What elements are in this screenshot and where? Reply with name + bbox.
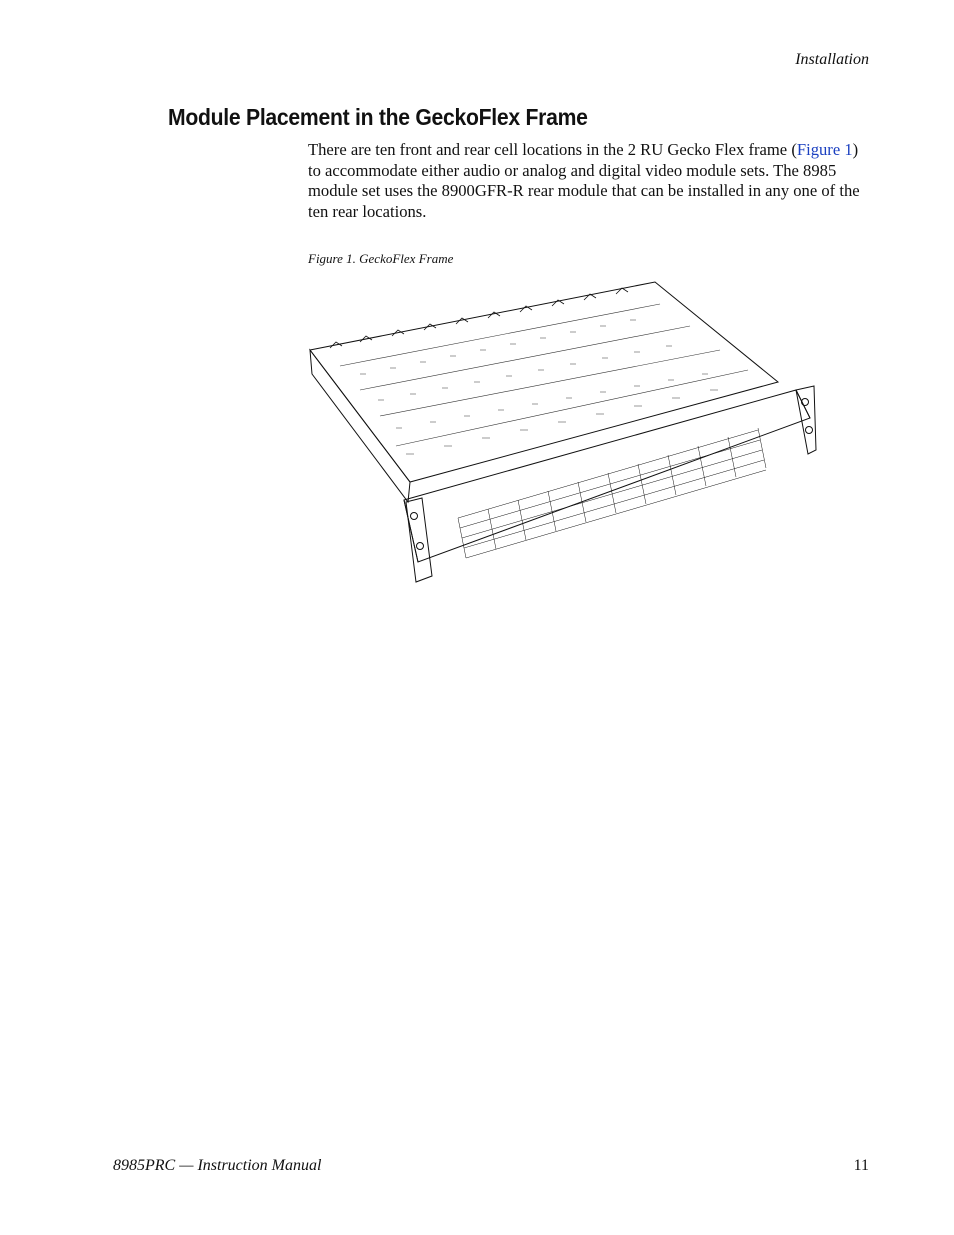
- ear-screw-2: [417, 543, 424, 550]
- page-header-section: Installation: [795, 51, 869, 68]
- footer-page-number: 11: [853, 1157, 869, 1174]
- figure-caption: Figure 1. GeckoFlex Frame: [308, 251, 454, 266]
- body-paragraph: [308, 140, 873, 222]
- module-slot-guides: [340, 304, 748, 454]
- paragraph-text-2: ) to accommodate either audio or analog and digital video module sets. The 8985 module set uses the 8900GFR-R rear module that can be installed in any one of the ten rear locations.: [308, 140, 860, 221]
- frame-left-side: [310, 350, 410, 502]
- figure-1-link[interactable]: Figure 1: [796, 140, 853, 159]
- left-mounting-ear: [406, 498, 432, 582]
- paragraph-text-1: There are ten front and rear cell locations in the 2 RU Gecko Flex frame (: [308, 140, 797, 159]
- bezel-vent-grid: [458, 428, 766, 558]
- section-title: Module Placement in the GeckoFlex Frame: [168, 104, 588, 130]
- geckoflex-frame-illustration: [300, 270, 825, 588]
- footer-manual-title: 8985PRC — Instruction Manual: [113, 1157, 322, 1174]
- ear-screw-1: [411, 513, 418, 520]
- frame-top-plate: [310, 282, 778, 482]
- ear-screw-4: [806, 427, 813, 434]
